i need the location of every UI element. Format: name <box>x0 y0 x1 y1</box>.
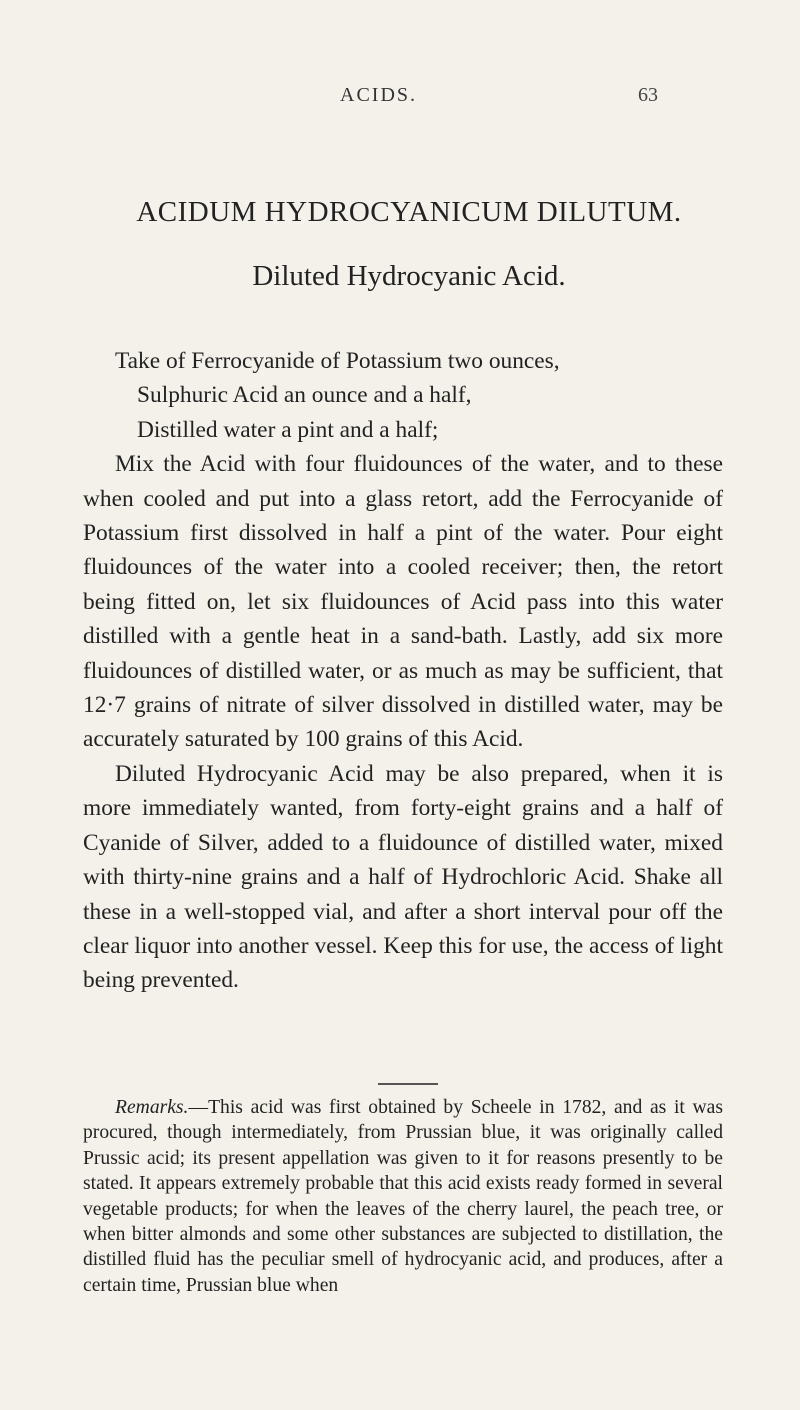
remarks-label: Remarks. <box>115 1097 189 1118</box>
ingredient-line: Sulphuric Acid an ounce and a half, <box>137 382 472 409</box>
section-title: ACIDUM HYDROCYANICUM DILUTUM. <box>136 196 682 228</box>
recipe-intro: Take of Ferrocyanide of Potassium two ounces, <box>115 348 560 374</box>
remarks-text: —This acid was first obtained by Scheele in 1782, and as it was procured, though intermediately, from Prussian blue, it was originally called Prussic acid; its present appellation was given to it for reasons presently to be stated. It appears extremely probable that this acid exists ready formed in several vegetable products; for when the leaves of the cherry laurel, the peach tree, or when bitter almonds and some other substances are subjected to distillation, the distilled fluid has the peculiar smell of hydrocyanic acid, and produces, after a certain time, Prussian blue when <box>83 1097 723 1296</box>
recipe-body <box>83 344 723 998</box>
remarks-section <box>83 1095 723 1298</box>
page-number: 63 <box>638 84 658 106</box>
remarks-paragraph <box>83 1095 723 1298</box>
ingredient-line: Distilled water a pint and a half; <box>137 416 439 443</box>
section-subtitle: Diluted Hydrocyanic Acid. <box>252 260 566 292</box>
running-head-title: ACIDS. <box>340 84 418 106</box>
recipe-alternative: Diluted Hydrocyanic Acid may be also prepared, when it is more immediately wanted, from forty-eight grains and a half of Cyanide of Silver, added to a fluidounce of distilled water, mixed with thirty-nine grains and a half of Hydrochloric Acid. Shake all these in a well-stopped vial, and after a short interval pour off the clear liquor into another vessel. Keep this for use, the access of light being prevented. <box>83 760 723 994</box>
recipe-method: Mix the Acid with four fluidounces of the water, and to these when cooled and put into a glass retort, add the Ferrocyanide of Potassium first dissolved in half a pint of the water. Pour eight fluidounces of the water into a cooled receiver; then, the retort being fitted on, let six fluidounces of Acid pass into this water distilled with a gentle heat in a sand-bath. Lastly, add six more fluidounces of distilled water, or as much as may be sufficient, that 12·7 grains of nitrate of silver dissolved in distilled water, may be accurately saturated by 100 grains of this Acid. <box>83 451 723 753</box>
running-head <box>0 84 800 114</box>
section-divider <box>378 1083 438 1085</box>
